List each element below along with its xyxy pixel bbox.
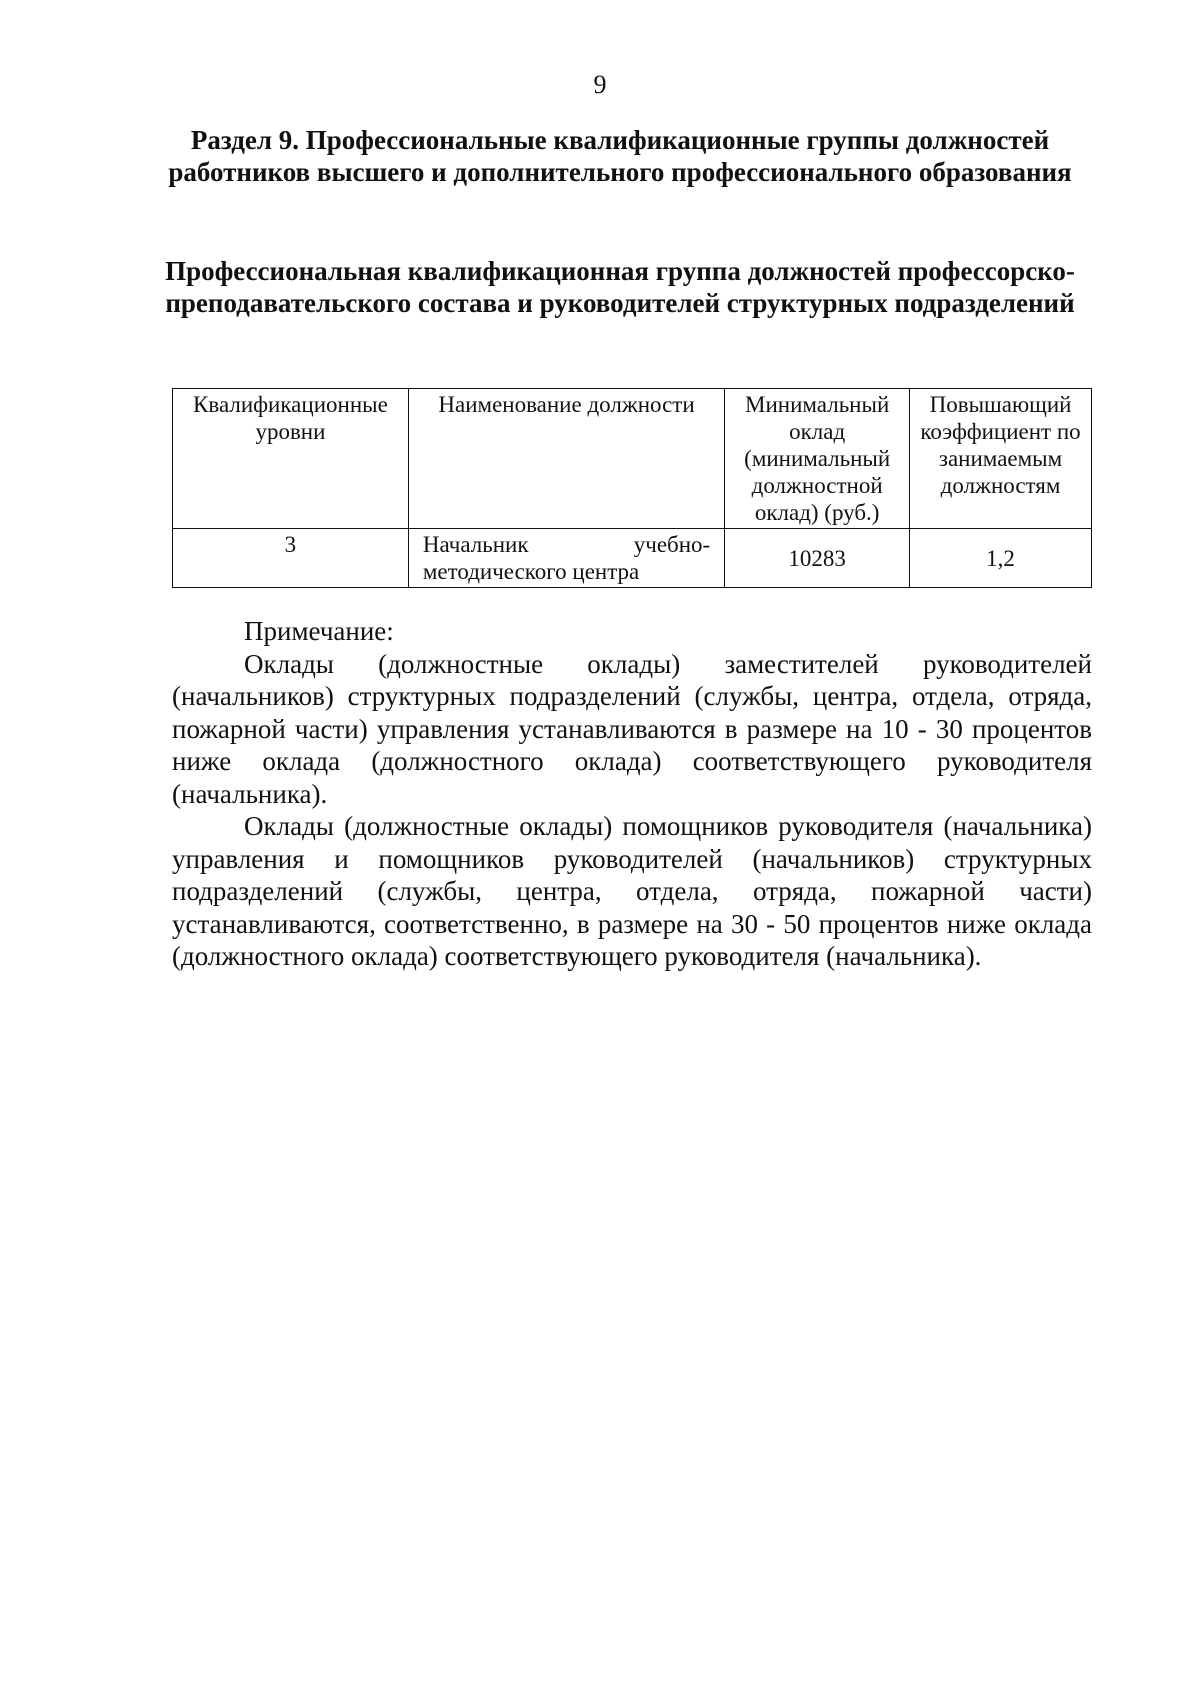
group-title: Профессиональная квалификационная группа должностей профессорско-преподавательского состава и руководителей структурных подразделений	[165, 256, 1075, 318]
cell-salary: 10283	[725, 529, 910, 588]
note-paragraph-assistants: Оклады (должностные оклады) помощников руководителя (начальника) управления и помощников руководителей (начальников) структурных подразделений (службы, центра, отдела, отряда, пожарной части) устанавливаются, соответственно, в размере на 30 - 50 процентов ниже оклада (должностного оклада) соответствующего руководителя (начальника).	[172, 811, 1092, 971]
cell-coefficient: 1,2	[910, 529, 1092, 588]
qualification-table-container	[172, 388, 1092, 588]
cell-position: Начальник учебно-методического центра	[408, 529, 724, 588]
header-increasing-coefficient: Повышающий коэффициент по занимаемым должностям	[910, 389, 1092, 529]
page-number: 9	[593, 70, 607, 99]
note-block	[172, 615, 1092, 973]
header-qualification-levels: Квалификационные уровни	[173, 389, 409, 529]
qualification-table	[172, 388, 1092, 588]
header-minimal-salary: Минимальный оклад (минимальный должностной оклад) (руб.)	[725, 389, 910, 529]
table-row	[173, 529, 1092, 588]
note-label: Примечание:	[244, 616, 394, 646]
table-header-row	[173, 389, 1092, 529]
section-title: Раздел 9. Профессиональные квалификационные группы должностей работников высшего и дополнительного профессионального образования	[168, 125, 1072, 187]
header-position-name: Наименование должности	[408, 389, 724, 529]
note-paragraph-deputies: Оклады (должностные оклады) заместителей руководителей (начальников) структурных подразделений (службы, центра, отдела, отряда, пожарной части) управления устанавливаются в размере на 10 - 30 процентов ниже оклада (должностного оклада) соответствующего руководителя (начальника).	[172, 648, 1092, 809]
cell-level: 3	[173, 529, 409, 588]
